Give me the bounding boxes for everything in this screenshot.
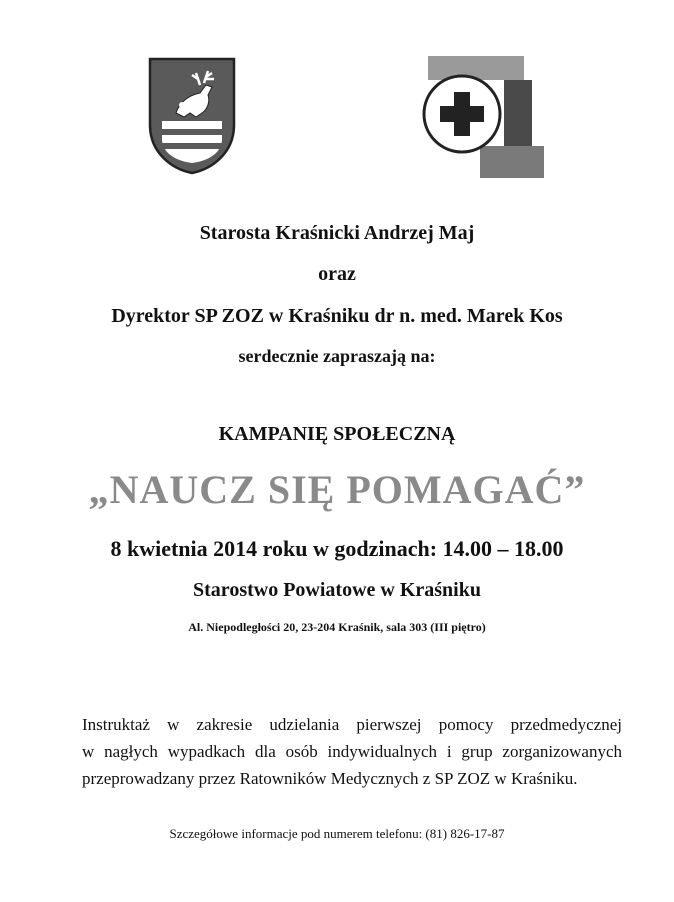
description-paragraph: [82, 711, 622, 792]
campaign-label: KAMPANIĘ SPOŁECZNĄ: [218, 423, 456, 445]
starosta-line: Starosta Kraśnicki Andrzej Maj: [199, 222, 475, 244]
description-line: przeprowadzany przez Ratowników Medycznych z SP ZOZ w Kraśniku.: [82, 769, 578, 788]
contact-info: Szczegółowe informacje pod numerem telefonu: (81) 826-17-87: [169, 826, 505, 841]
event-venue: Starostwo Powiatowe w Kraśniku: [193, 579, 481, 601]
description-line: Instruktaż w zakresie udzielania pierwszej pomocy przedmedycznej: [82, 715, 622, 734]
director-line: Dyrektor SP ZOZ w Kraśniku dr n. med. Marek Kos: [111, 305, 563, 327]
event-address: Al. Niepodległości 20, 23-204 Kraśnik, sala 303 (III piętro): [188, 620, 486, 634]
conjunction-line: oraz: [318, 263, 356, 285]
campaign-title: „NAUCZ SIĘ POMAGAĆ”: [88, 467, 586, 512]
medical-cross-logo-icon: [420, 52, 548, 180]
event-date-time: 8 kwietnia 2014 roku w godzinach: 14.00 – 18.00: [110, 536, 564, 561]
description-line: w nagłych wypadkach dla osób indywidualnych i grup zorganizowanych: [82, 742, 622, 761]
county-coat-of-arms-icon: [146, 55, 238, 175]
invite-line: serdecznie zapraszają na:: [238, 346, 436, 366]
